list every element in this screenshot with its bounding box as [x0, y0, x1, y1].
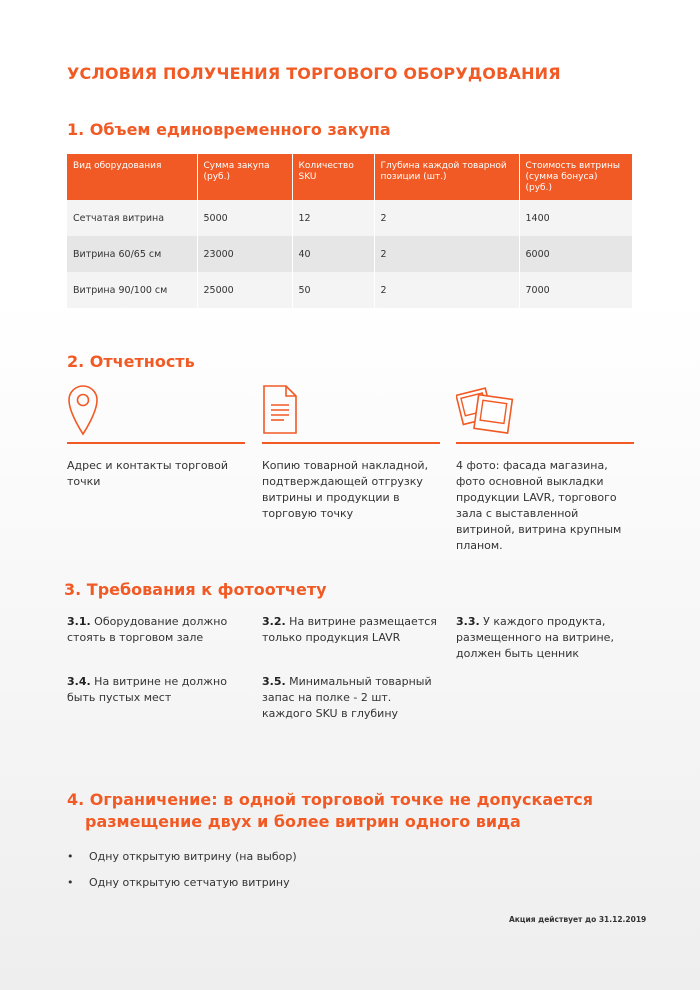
requirement-item	[67, 614, 247, 646]
requirement-text: Минимальный товарный запас на полке - 2 шт. каждого SKU в глубину	[262, 675, 432, 720]
bullet-icon: •	[67, 876, 74, 889]
section-4-title	[67, 789, 593, 833]
table-cell: 25000	[197, 272, 292, 308]
table-cell: 23000	[197, 236, 292, 272]
list-item	[67, 850, 297, 876]
table-header-cell: Сумма закупа (руб.)	[197, 154, 292, 200]
section-4-title-line-2: размещение двух и более витрин одного вида	[85, 812, 521, 831]
requirement-item	[262, 614, 442, 646]
purchase-volume-table	[67, 154, 632, 308]
table-header-row	[67, 154, 632, 200]
table-cell: 2	[374, 236, 519, 272]
location-pin-icon	[67, 383, 245, 439]
table-row	[67, 236, 632, 272]
table-cell: 40	[292, 236, 374, 272]
list-item-text: Одну открытую сетчатую витрину	[89, 876, 290, 889]
requirement-number: 3.2.	[262, 615, 286, 628]
options-list	[67, 850, 297, 902]
page-title: УСЛОВИЯ ПОЛУЧЕНИЯ ТОРГОВОГО ОБОРУДОВАНИЯ	[67, 64, 561, 83]
table-header-cell: Количество SKU	[292, 154, 374, 200]
divider	[262, 442, 440, 444]
requirement-text: На витрине не должно быть пустых мест	[67, 675, 227, 704]
table-header-cell: Глубина каждой товарной позиции (шт.)	[374, 154, 519, 200]
table-row	[67, 200, 632, 236]
table-cell: 12	[292, 200, 374, 236]
requirement-number: 3.5.	[262, 675, 286, 688]
section-3-title: 3. Требования к фотоотчету	[64, 580, 327, 599]
report-item-address	[67, 383, 245, 490]
table-header-cell: Вид оборудования	[67, 154, 197, 200]
requirement-number: 3.4.	[67, 675, 91, 688]
requirement-text: На витрине размещается только продукция LAVR	[262, 615, 437, 644]
requirement-item	[67, 674, 247, 706]
report-item-text: 4 фото: фасада магазина, фото основной выкладки продукции LAVR, торгового зала с выставленной витриной, витрина крупным планом.	[456, 459, 622, 552]
photos-icon	[456, 383, 634, 439]
requirement-number: 3.1.	[67, 615, 91, 628]
table-cell: 50	[292, 272, 374, 308]
table-cell: 1400	[519, 200, 632, 236]
table-cell: Витрина 90/100 см	[67, 272, 197, 308]
table-cell: 2	[374, 272, 519, 308]
table-cell: 6000	[519, 236, 632, 272]
table-row	[67, 272, 632, 308]
report-item-text: Копию товарной накладной, подтверждающей отгрузку витрины и продукции в торговую точку	[262, 459, 429, 520]
table-header-cell: Стоимость витрины (сумма бонуса) (руб.)	[519, 154, 632, 200]
list-item-text: Одну открытую витрину (на выбор)	[89, 850, 297, 863]
table-cell: Витрина 60/65 см	[67, 236, 197, 272]
bullet-icon: •	[67, 850, 74, 863]
requirement-item	[456, 614, 636, 662]
report-item-text: Адрес и контакты торговой точки	[67, 459, 229, 488]
requirement-item	[262, 674, 442, 722]
requirement-text: Оборудование должно стоять в торговом зале	[67, 615, 228, 644]
section-2-title: 2. Отчетность	[67, 352, 195, 371]
table-cell: 7000	[519, 272, 632, 308]
table-cell: Сетчатая витрина	[67, 200, 197, 236]
list-item	[67, 876, 297, 902]
document-icon	[262, 383, 440, 439]
section-4-title-line-1: 4. Ограничение: в одной торговой точке не допускается	[67, 790, 594, 809]
report-item-invoice	[262, 383, 440, 522]
requirement-text: У каждого продукта, размещенного на витрине, должен быть ценник	[456, 615, 614, 660]
table-cell: 5000	[197, 200, 292, 236]
report-item-photos	[456, 383, 634, 554]
divider	[456, 442, 634, 444]
requirement-number: 3.3.	[456, 615, 480, 628]
divider	[67, 442, 245, 444]
section-1-title: 1. Объем единовременного закупа	[67, 120, 391, 139]
table-cell: 2	[374, 200, 519, 236]
promo-validity-note: Акция действует до 31.12.2019	[509, 915, 647, 924]
